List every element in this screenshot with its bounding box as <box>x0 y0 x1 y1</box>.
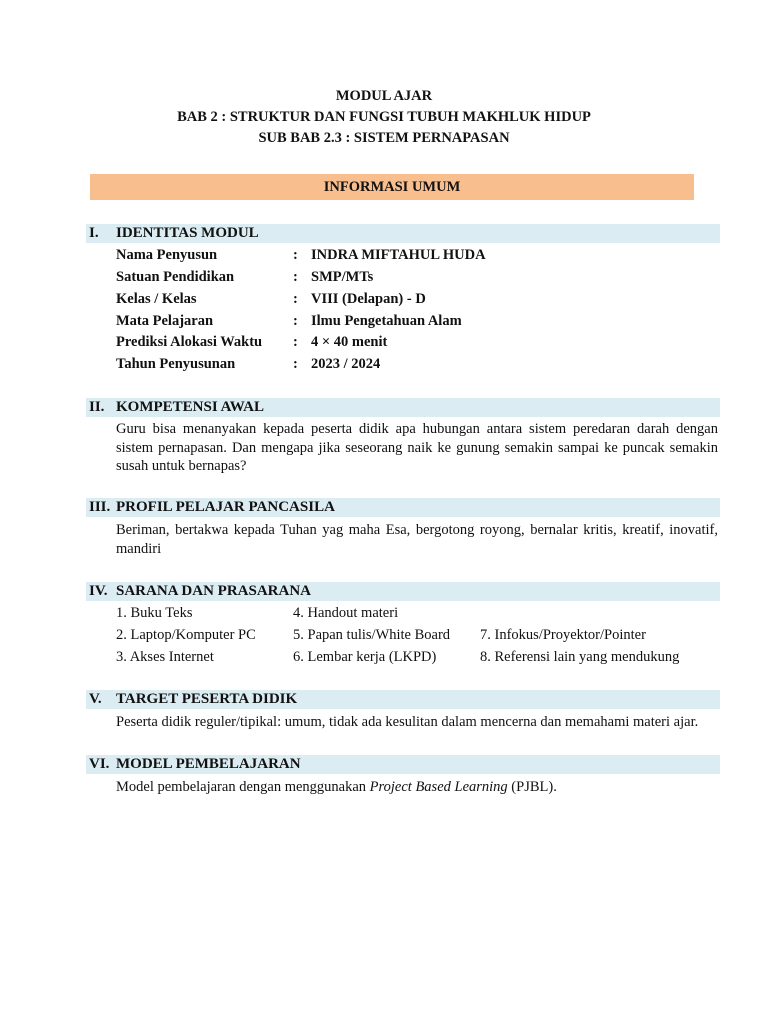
identity-value: 4 × 40 menit <box>311 334 388 350</box>
section-title: IDENTITAS MODUL <box>116 225 259 241</box>
section-title: PROFIL PELAJAR PANCASILA <box>116 499 335 515</box>
identity-label: Prediksi Alokasi Waktu <box>116 334 263 350</box>
sarana-item: 3. Akses Internet <box>116 649 214 665</box>
kompetensi-text: Guru bisa menanyakan kepada peserta didik apa hubungan antara sistem peredaran darah dengan sistem pernapasan. Dan mengapa jika seseorang naik ke gunung semakin sampai ke puncak semakin susah untuk bernapas? <box>116 421 718 474</box>
section-title: MODEL PEMBELAJARAN <box>116 756 301 772</box>
section-number: I. <box>89 225 99 241</box>
identity-separator: : <box>293 269 298 285</box>
identity-label: Tahun Penyusunan <box>116 356 236 372</box>
chapter-title: BAB 2 : STRUKTUR DAN FUNGSI TUBUH MAKHLUK HIDUP <box>177 109 591 125</box>
profil-text: Beriman, bertakwa kepada Tuhan yag maha Esa, bergotong royong, bernalar kritis, kreatif, inovatif, mandiri <box>116 522 718 557</box>
identity-separator: : <box>293 291 298 307</box>
identity-value: Ilmu Pengetahuan Alam <box>311 313 462 329</box>
identity-label: Mata Pelajaran <box>116 313 214 329</box>
module-title: MODUL AJAR <box>335 88 433 104</box>
sarana-item: 1. Buku Teks <box>116 605 193 621</box>
identity-separator: : <box>293 313 298 329</box>
section-title: KOMPETENSI AWAL <box>116 399 264 415</box>
subchapter-title: SUB BAB 2.3 : SISTEM PERNAPASAN <box>258 130 510 146</box>
section-number: IV. <box>89 583 108 599</box>
section-number: V. <box>89 691 102 707</box>
identity-separator: : <box>293 334 298 350</box>
identity-value: SMP/MTs <box>311 269 374 285</box>
sarana-item: 5. Papan tulis/White Board <box>293 627 451 643</box>
sarana-item: 6. Lembar kerja (LKPD) <box>293 649 437 665</box>
sarana-item: 8. Referensi lain yang mendukung <box>480 649 680 665</box>
sarana-item: 4. Handout materi <box>293 605 399 621</box>
model-name: Project Based Learning <box>369 779 508 795</box>
identity-label: Kelas / Kelas <box>116 291 197 307</box>
sarana-item: 7. Infokus/Proyektor/Pointer <box>480 627 646 643</box>
model-text-pre: Model pembelajaran dengan menggunakan <box>116 779 370 795</box>
identity-label: Satuan Pendidikan <box>116 269 235 285</box>
identity-separator: : <box>293 356 298 372</box>
section-title: SARANA DAN PRASARANA <box>116 583 312 599</box>
identity-value: INDRA MIFTAHUL HUDA <box>311 247 486 263</box>
model-text <box>116 778 718 797</box>
identity-value: 2023 / 2024 <box>311 356 381 372</box>
identity-value: VIII (Delapan) - D <box>311 291 426 307</box>
section-number: III. <box>89 499 111 515</box>
sarana-item: 2. Laptop/Komputer PC <box>116 627 256 643</box>
section-number: II. <box>89 399 105 415</box>
identity-separator: : <box>293 247 298 263</box>
section-header-kompetensi <box>86 398 720 417</box>
section-number: VI. <box>89 756 110 772</box>
section-header-target <box>86 690 720 709</box>
identity-label: Nama Penyusun <box>116 247 218 263</box>
target-text: Peserta didik reguler/tipikal: umum, tidak ada kesulitan dalam mencerna dan memahami materi ajar. <box>116 714 699 730</box>
section-header-identitas <box>86 224 720 243</box>
section-header-model <box>86 755 720 774</box>
info-banner: INFORMASI UMUM <box>90 174 694 200</box>
section-header-sarana <box>86 582 720 601</box>
section-title: TARGET PESERTA DIDIK <box>116 691 298 707</box>
model-text-post: (PJBL). <box>507 779 557 795</box>
section-header-profil <box>86 498 720 517</box>
